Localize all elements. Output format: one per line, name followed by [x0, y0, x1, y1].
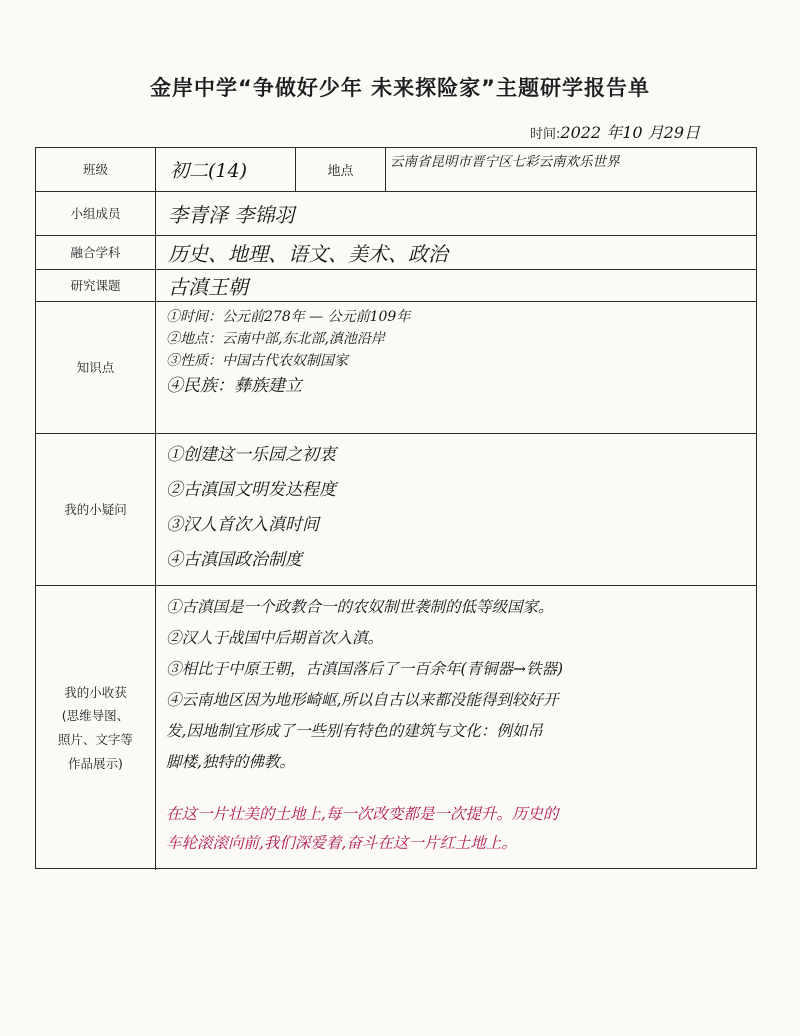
gain-item: ①古滇国是一个政教合一的农奴制世袭制的低等级国家。: [166, 598, 554, 616]
gains-list: [156, 586, 756, 870]
gains-label-line: (思维导图、: [61, 708, 130, 724]
reflection-line: 在这一片壮美的土地上,每一次改变都是一次提升。历史的: [166, 805, 559, 823]
knowledge-item: ④民族：彝族建立: [166, 376, 302, 396]
date-value: 2022 年10 月29日: [560, 123, 701, 142]
location-value: 云南省昆明市晋宁区七彩云南欢乐世界: [390, 154, 620, 170]
members-label: 小组成员: [36, 192, 156, 235]
knowledge-item: ②地点：云南中部,东北部,滇池沿岸: [166, 331, 385, 347]
knowledge-list: [156, 302, 756, 433]
knowledge-label: 知识点: [36, 302, 156, 433]
spacer: [166, 778, 756, 800]
members-value: 李青泽 李锦羽: [168, 203, 295, 227]
members-row: [36, 192, 756, 236]
question-item: ②古滇国文明发达程度: [166, 480, 336, 500]
question-item: ③汉人首次入滇时间: [166, 515, 319, 535]
gain-item: 发,因地制宜形成了一些别有特色的建筑与文化：例如吊: [166, 722, 543, 740]
knowledge-item: ①时间：公元前278年 — 公元前109年: [166, 309, 411, 325]
questions-row: [36, 434, 756, 586]
question-item: ①创建这一乐园之初衷: [166, 445, 336, 465]
gain-item: ③相比于中原王朝，古滇国落后了一百余年(青铜器→铁器): [166, 660, 564, 678]
location-label: 地点: [296, 148, 386, 191]
gains-label-line: 照片、文字等: [57, 732, 133, 747]
report-title: 金岸中学“争做好少年 未来探险家”主题研学报告单: [150, 76, 650, 100]
gain-item: ④云南地区因为地形崎岖,所以自古以来都没能得到较好开: [166, 691, 559, 709]
subjects-row: [36, 236, 756, 270]
knowledge-row: [36, 302, 756, 434]
gains-label-line: 作品展示): [68, 755, 123, 771]
knowledge-item: ③性质：中国古代农奴制国家: [166, 353, 348, 369]
question-item: ④古滇国政治制度: [166, 550, 302, 570]
topic-row: [36, 270, 756, 302]
date-label: 时间:: [530, 127, 561, 142]
questions-label: 我的小疑问: [36, 434, 156, 585]
topic-label: 研究课题: [36, 270, 156, 301]
class-value: 初二(14): [156, 148, 296, 191]
report-form-table: [35, 147, 757, 869]
subjects-value: 历史、地理、语文、美术、政治: [168, 242, 448, 266]
questions-list: [156, 434, 756, 585]
gains-row: [36, 586, 756, 870]
topic-value: 古滇王朝: [168, 275, 248, 299]
subjects-label: 融合学科: [36, 236, 156, 269]
class-location-row: [36, 148, 756, 192]
reflection-line: 车轮滚滚向前,我们深爱着,奋斗在这一片红土地上。: [166, 834, 517, 852]
class-label: 班级: [36, 148, 156, 191]
date-line: [530, 120, 700, 143]
gain-item: ②汉人于战国中后期首次入滇。: [166, 629, 384, 647]
gain-item: 脚楼,独特的佛教。: [166, 753, 295, 771]
gains-label: [36, 586, 156, 870]
gains-label-line: 我的小收获: [64, 684, 127, 700]
